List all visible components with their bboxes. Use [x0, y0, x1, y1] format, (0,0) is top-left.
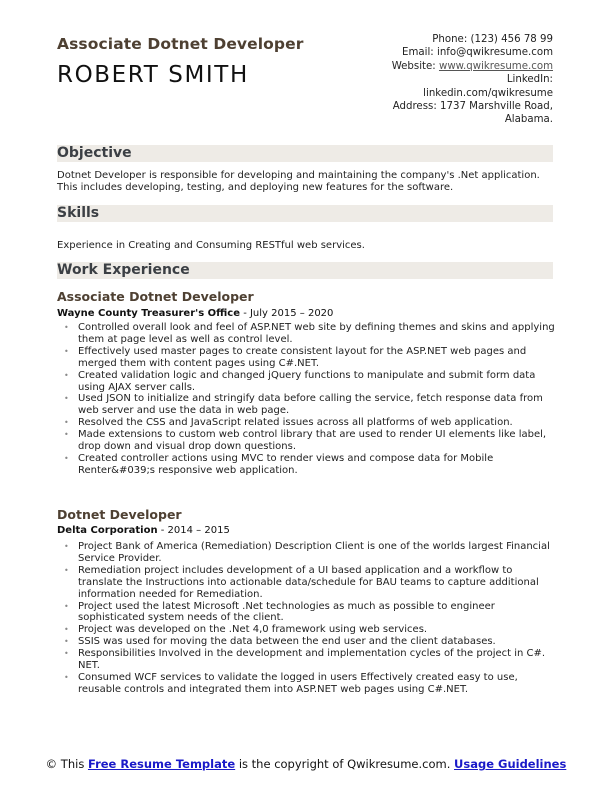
objective-title: Objective — [57, 145, 132, 161]
list-item: • Used JSON to initialize and stringify data before calling the service, fetch response data from web server and use the data in web page. — [78, 393, 558, 417]
skills-heading — [57, 205, 553, 222]
objective-heading — [57, 145, 553, 162]
list-item: • Effectively used master pages to create consistent layout for the ASP.NET web pages and merged them with content pages using C#.NET. — [78, 346, 558, 370]
job-company-line — [57, 525, 230, 536]
job-dates: - July 2015 – 2020 — [240, 308, 334, 319]
phone-value: (123) 456 78 99 — [470, 34, 553, 45]
email-label: Email: — [402, 47, 434, 59]
linkedin-label: LinkedIn: — [506, 74, 553, 86]
objective-text: Dotnet Developer is responsible for developing and maintaining the company's .Net application. This includes developing, testing, and deploying new features for the software. — [57, 170, 540, 193]
linkedin-value: linkedin.com/qwikresume — [423, 87, 553, 99]
website-line — [392, 60, 553, 73]
job-bullets — [78, 541, 558, 696]
address-line — [392, 100, 553, 113]
contact-block — [392, 33, 553, 127]
list-item: • Responsibilities Involved in the development and implementation cycles of the project in C#. NET. — [78, 648, 558, 672]
email-line — [392, 46, 553, 59]
list-item: • Created validation logic and changed jQuery functions to manipulate and submit form data using AJAX server calls. — [78, 370, 558, 394]
list-item: • SSIS was used for moving the data between the end user and the client databases. — [78, 636, 558, 648]
job-role-title: Associate Dotnet Developer — [57, 289, 254, 304]
job-dates: - 2014 – 2015 — [157, 525, 230, 536]
footer — [0, 757, 612, 771]
job-company-line — [57, 308, 333, 319]
list-item: • Made extensions to custom web control library that are used to render UI elements like label, drop down and visual drop down questions. — [78, 429, 558, 453]
free-resume-template-link[interactable]: Free Resume Template — [87, 757, 236, 771]
usage-guidelines-link[interactable]: Usage Guidelines — [454, 757, 567, 771]
skills-text: Experience in Creating and Consuming RESTful web services. — [57, 240, 365, 251]
resume-header — [48, 33, 553, 133]
list-item: • Project Bank of America (Remediation) Description Client is one of the worlds largest Financial Service Provider. — [78, 541, 558, 565]
work-heading — [57, 262, 553, 279]
list-item: • Project was developed on the .Net 4,0 framework using web services. — [78, 624, 558, 636]
list-item: • Consumed WCF services to validate the logged in users Effectively created easy to use, reusable controls and integrated them into ASP.NET web pages using C#.NET. — [78, 672, 558, 696]
copyright-middle: is the copyright of Qwikresume.com. — [235, 757, 455, 771]
skills-title: Skills — [57, 205, 100, 221]
website-link[interactable]: www.qwikresume.com — [438, 60, 553, 72]
list-item: • Resolved the CSS and JavaScript related issues across all platforms of web application. — [78, 417, 558, 429]
work-title: Work Experience — [57, 262, 190, 278]
copyright-prefix: © This — [45, 757, 88, 771]
list-item: • Remediation project includes development of a UI based application and a workflow to translate the Instructions into actionable data/schedule for BAU teams to capture additional information needed for Remediation. — [78, 565, 558, 601]
company-name: Delta Corporation — [57, 525, 158, 536]
candidate-name: ROBERT SMITH — [57, 62, 249, 88]
company-name: Wayne County Treasurer's Office — [57, 308, 241, 319]
job-title: Associate Dotnet Developer — [57, 35, 304, 53]
list-item: • Controlled overall look and feel of ASP.NET web site by defining themes and skins and applying them at page level as well as control level. — [78, 322, 558, 346]
website-label: Website: — [391, 60, 436, 72]
address-label: Address: — [392, 101, 437, 113]
email-value: info@qwikresume.com — [436, 47, 553, 59]
job-role-title: Dotnet Developer — [57, 507, 182, 522]
job-bullets — [78, 322, 558, 477]
phone-line — [392, 33, 553, 46]
phone-label: Phone: — [432, 34, 468, 45]
address-value: 1737 Marshville Road, — [440, 101, 553, 113]
address-line-2: Alabama. — [504, 114, 553, 126]
list-item: • Project used the latest Microsoft .Net technologies as much as possible to engineer sophisticated system needs of the client. — [78, 601, 558, 625]
list-item: • Created controller actions using MVC to render views and compose data for Mobile Renter&#039;s responsive web application. — [78, 453, 558, 477]
